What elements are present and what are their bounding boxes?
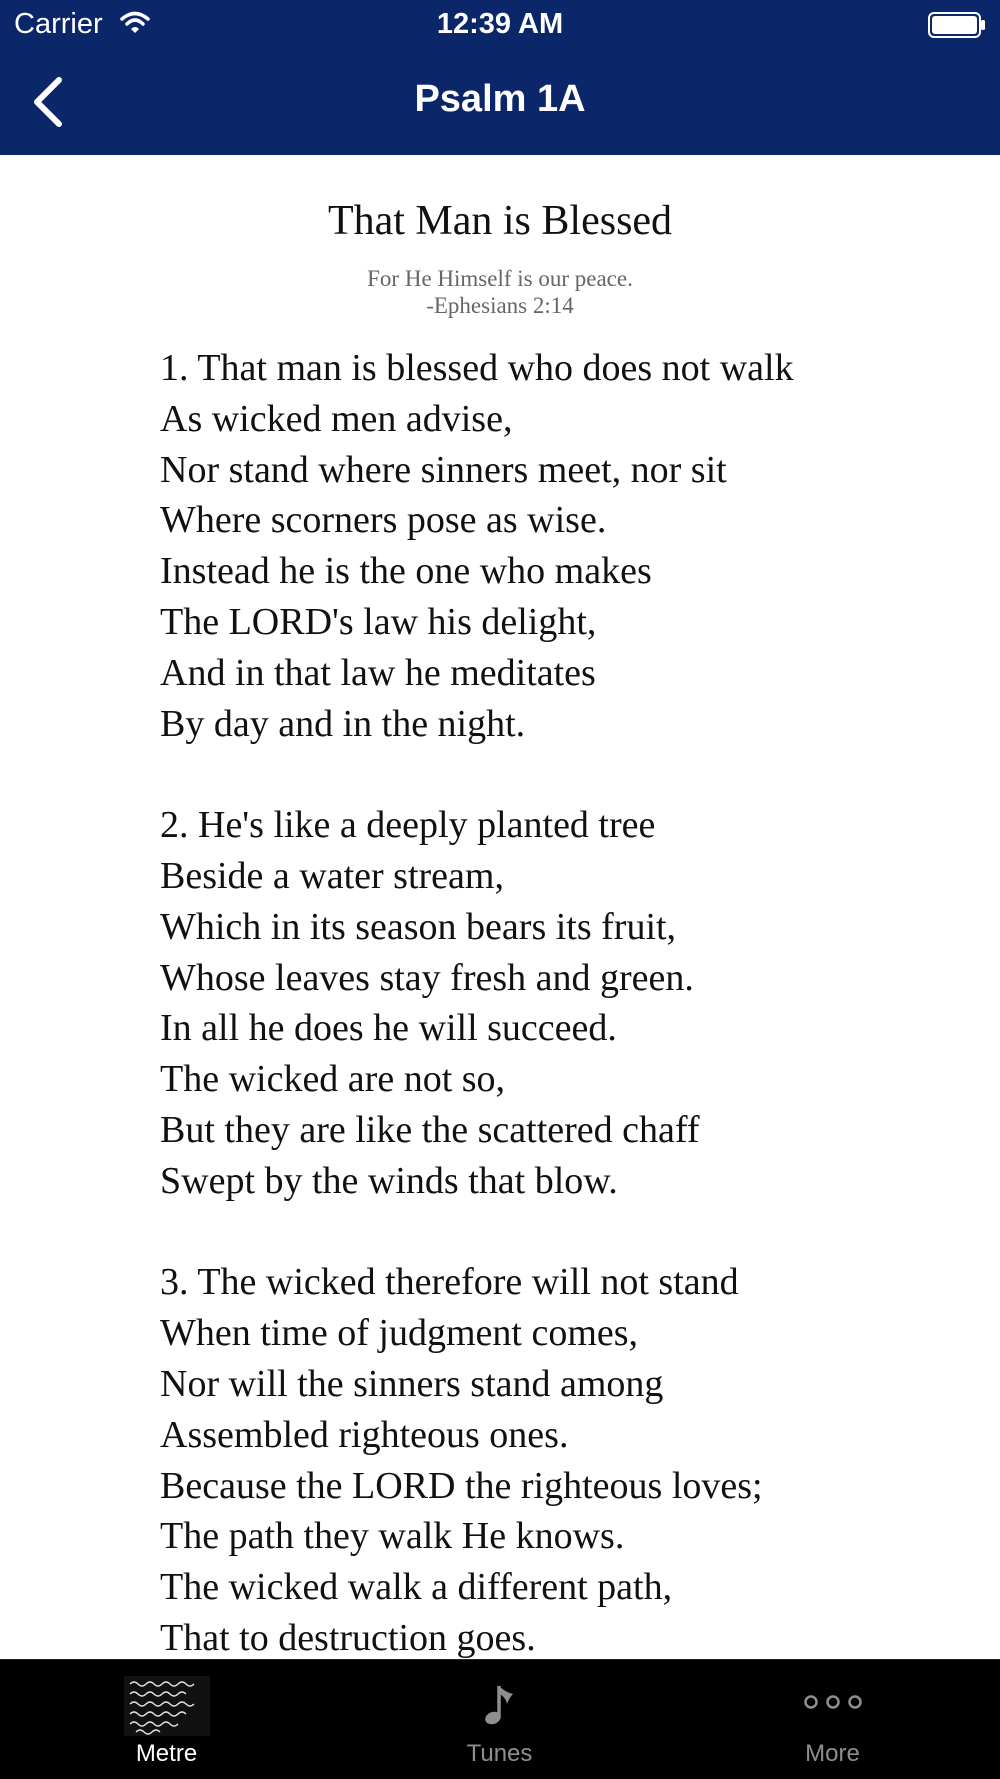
tab-label: More <box>805 1740 860 1767</box>
tab-tunes[interactable] <box>333 1660 666 1779</box>
status-time: 12:39 AM <box>436 8 564 40</box>
tab-more[interactable] <box>666 1660 999 1779</box>
verse-line: By day and in the night. <box>160 702 526 745</box>
verse-line: Which in its season bears its fruit, <box>160 905 677 948</box>
tab-bar <box>0 1659 1000 1779</box>
verse-line: The LORD's law his delight, <box>160 600 597 643</box>
verse-line: Assembled righteous ones. <box>160 1413 569 1456</box>
verse-line: Instead he is the one who makes <box>160 550 652 593</box>
tab-label: Tunes <box>466 1740 533 1767</box>
verse-line: The path they walk He knows. <box>160 1515 625 1558</box>
page-title: Psalm 1A <box>414 78 586 120</box>
stanza <box>160 800 980 1206</box>
verse-line: Beside a water stream, <box>160 854 504 897</box>
more-dots-icon <box>803 1694 863 1715</box>
verse-line: And in that law he meditates <box>160 651 596 694</box>
stanza <box>160 343 980 749</box>
verse-line: In all he does he will succeed. <box>160 1007 617 1050</box>
verse-line: The wicked are not so, <box>160 1058 506 1101</box>
psalm-scroll-view[interactable] <box>0 155 1000 1659</box>
verse-line: 1. That man is blessed who does not walk <box>160 347 794 389</box>
tab-label: Metre <box>135 1740 198 1767</box>
verse-line: The wicked walk a different path, <box>160 1566 673 1609</box>
battery-icon <box>928 12 986 43</box>
music-note-icon <box>483 1682 517 1733</box>
verse-line: That to destruction goes. <box>160 1616 536 1659</box>
navigation-bar <box>0 50 1000 155</box>
status-bar <box>0 0 1000 50</box>
verse-line: Because the LORD the righteous loves; <box>160 1464 763 1507</box>
psalm-verses <box>160 343 980 1659</box>
verse-line: Where scorners pose as wise. <box>160 499 607 542</box>
verse-line: Whose leaves stay fresh and green. <box>160 956 694 999</box>
verse-line: Nor stand where sinners meet, nor sit <box>160 448 727 491</box>
verse-line: 3. The wicked therefore will not stand <box>160 1261 739 1304</box>
verse-line: As wicked men advise, <box>160 397 513 440</box>
tab-metre[interactable] <box>0 1660 333 1779</box>
verse-line: Nor will the sinners stand among <box>160 1362 664 1405</box>
epigraph <box>0 265 1000 319</box>
psalm-title: That Man is Blessed <box>327 198 673 244</box>
verse-line: Swept by the winds that blow. <box>160 1159 618 1202</box>
verse-line: But they are like the scattered chaff <box>160 1108 700 1151</box>
carrier-label: Carrier <box>14 8 103 40</box>
verse-line: 2. He's like a deeply planted tree <box>160 804 656 847</box>
epigraph-reference: -Ephesians 2:14 <box>426 293 574 318</box>
handwriting-thumbnail-icon <box>124 1676 210 1741</box>
verse-line: When time of judgment comes, <box>160 1312 639 1355</box>
stanza <box>160 1257 980 1659</box>
epigraph-quote: For He Himself is our peace. <box>367 266 633 291</box>
